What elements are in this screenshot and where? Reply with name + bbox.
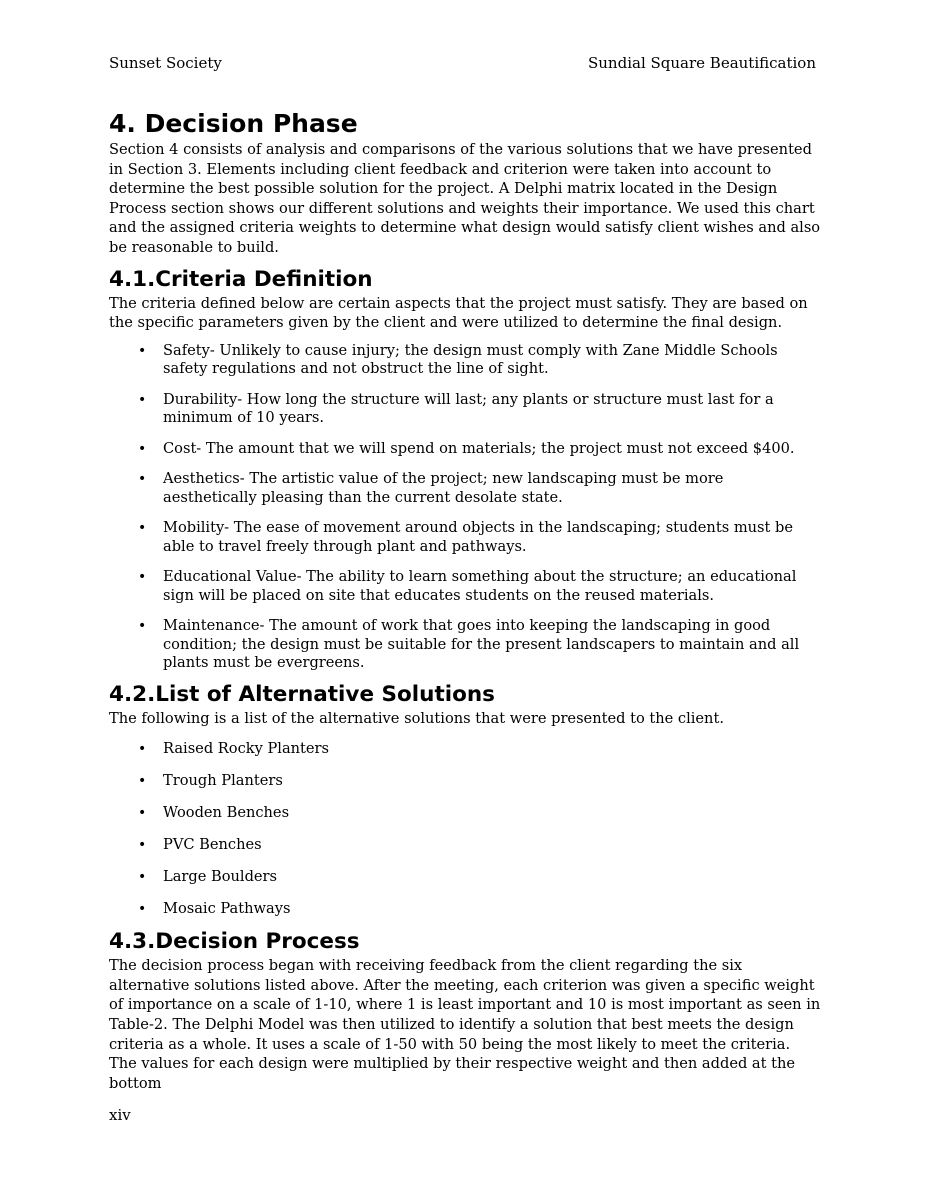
list-item: [109, 342, 821, 379]
section-4-2-heading: 4.2.List of Alternative Solutions: [109, 681, 495, 707]
list-item: [109, 868, 821, 887]
bullet-icon: •: [138, 569, 147, 586]
bullet-icon: •: [138, 837, 147, 854]
criteria-list: [109, 342, 821, 673]
list-item: [109, 617, 821, 673]
list-item: [109, 836, 821, 855]
bullet-icon: •: [138, 900, 147, 917]
criteria-text: Aesthetics- The artistic value of the project; new landscaping must be more aesthetically pleasing than the current desolate state.: [163, 470, 724, 506]
bullet-icon: •: [138, 618, 147, 635]
list-item: [109, 900, 821, 919]
bullet-icon: •: [138, 741, 147, 758]
section-4-heading: 4. Decision Phase: [109, 109, 358, 138]
bullet-icon: •: [138, 520, 147, 537]
list-item: [109, 772, 821, 791]
bullet-icon: •: [138, 342, 147, 359]
criteria-text: Durability- How long the structure will last; any plants or structure must last for a minimum of 10 years.: [163, 390, 774, 427]
criteria-text: Mobility- The ease of movement around objects in the landscaping; students must be able to travel freely through plant and pathways.: [163, 519, 794, 555]
header-project-title: Sundial Square Beautification: [588, 54, 816, 72]
page-number: xiv: [109, 1106, 131, 1124]
bullet-icon: •: [138, 440, 147, 457]
list-item: [109, 470, 821, 507]
alternative-text: Wooden Benches: [163, 804, 290, 822]
bullet-icon: •: [138, 868, 147, 885]
section-4-1-heading: 4.1.Criteria Definition: [109, 266, 373, 292]
page-content: [109, 108, 821, 1093]
list-item: [109, 391, 821, 428]
list-item: [109, 440, 821, 459]
list-item: [109, 804, 821, 823]
alternative-text: PVC Benches: [163, 836, 262, 854]
criteria-text: Maintenance- The amount of work that goes into keeping the landscaping in good condition; the design must be suitable for the present landscapers to maintain and all plants must be evergreens.: [163, 617, 800, 672]
alternative-text: Mosaic Pathways: [163, 899, 291, 917]
alternative-text: Trough Planters: [163, 772, 283, 790]
section-4-3-body: The decision process began with receiving feedback from the client regarding the six alternative solutions listed above. After the meeting, each criterion was given a specific weight of importance on a scale of 1-10, where 1 is least important and 10 is most important as seen in Table-2. The Delphi Model was then utilized to identify a solution that best meets the design criteria as a whole. It uses a scale of 1-50 with 50 being the most likely to meet the criteria. The values for each design were multiplied by their respective weight and then added at the bottom: [109, 957, 821, 1092]
alternative-text: Raised Rocky Planters: [163, 740, 330, 758]
section-4-1-intro: The criteria defined below are certain aspects that the project must satisfy. They are based on the specific parameters given by the client and were utilized to determine the final design.: [109, 294, 808, 332]
criteria-text: Educational Value- The ability to learn something about the structure; an educational sign will be placed on site that educates students on the reused materials.: [163, 568, 797, 604]
alternative-text: Large Boulders: [163, 867, 278, 885]
criteria-text: Cost- The amount that we will spend on materials; the project must not exceed $400.: [163, 439, 795, 457]
bullet-icon: •: [138, 805, 147, 822]
bullet-icon: •: [138, 471, 147, 488]
header-organization: Sunset Society: [109, 54, 222, 72]
section-4-intro: Section 4 consists of analysis and comparisons of the various solutions that we have presented in Section 3. Elements including client feedback and criterion were taken into account to determine the best possible solution for the project. A Delphi matrix located in the Design Process section shows our different solutions and weights their importance. We used this chart and the assigned criteria weights to determine what design would satisfy client wishes and also be reasonable to build.: [109, 141, 821, 256]
section-4-2-intro: The following is a list of the alternative solutions that were presented to the client.: [109, 709, 724, 727]
alternatives-list: [109, 740, 821, 918]
list-item: [109, 519, 821, 556]
section-4-3-heading: 4.3.Decision Process: [109, 929, 360, 955]
criteria-text: Safety- Unlikely to cause injury; the design must comply with Zane Middle Schools safety regulations and not obstruct the line of sight.: [163, 341, 778, 378]
bullet-icon: •: [138, 773, 147, 790]
bullet-icon: •: [138, 391, 147, 408]
list-item: [109, 740, 821, 759]
list-item: [109, 568, 821, 605]
